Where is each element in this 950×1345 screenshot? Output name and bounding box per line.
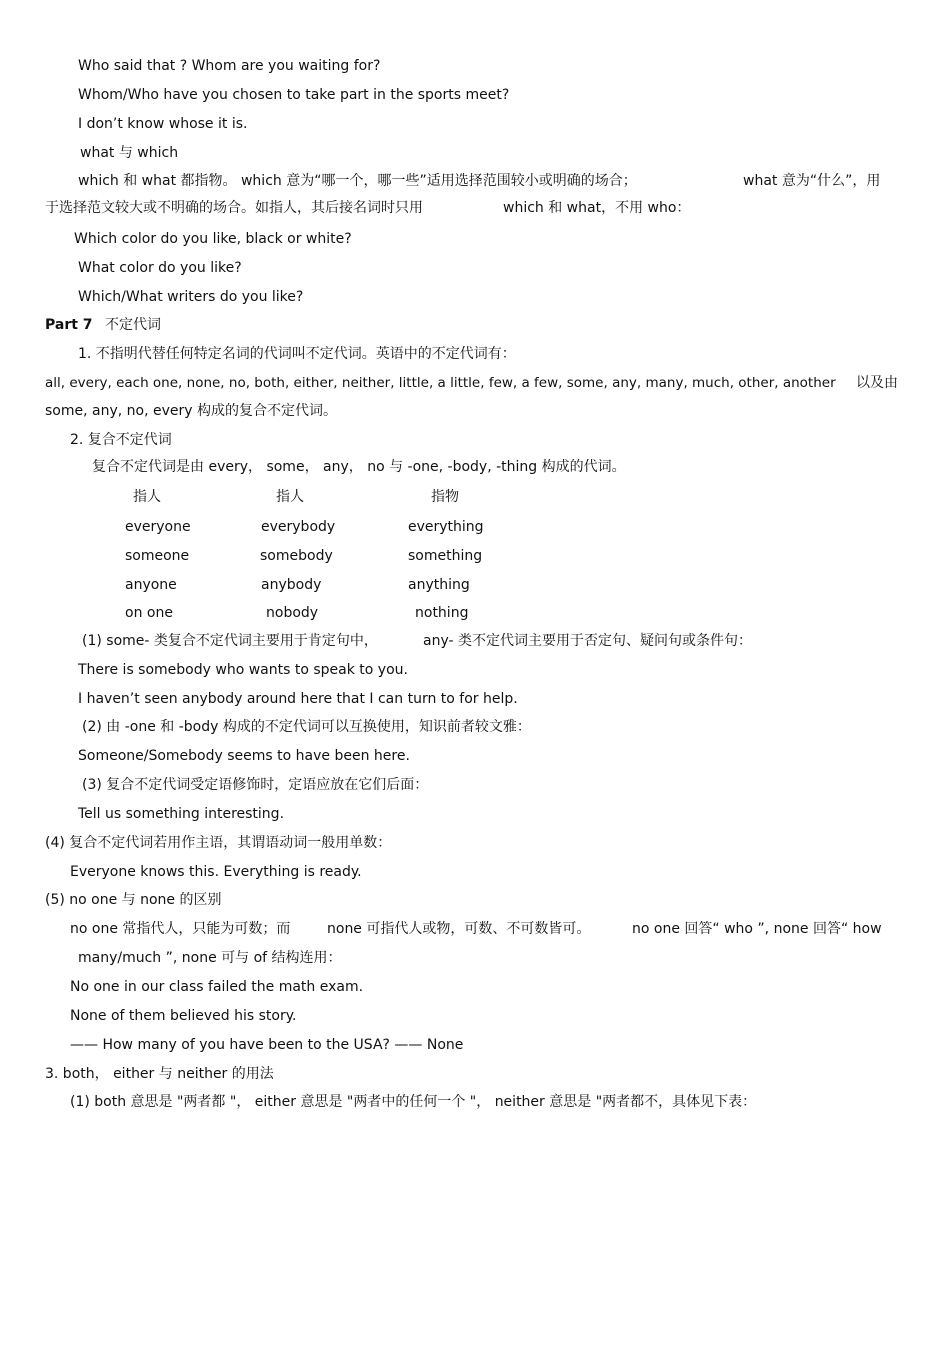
table-cell: everything — [408, 519, 484, 535]
text-line: I don’t know whose it is. — [78, 116, 248, 132]
text-line: None of them believed his story. — [70, 1008, 297, 1024]
table-cell: somebody — [260, 548, 333, 564]
table-cell: nobody — [266, 605, 319, 621]
text-line: (5) no one 与 none 的区别 — [45, 892, 222, 908]
table-cell: something — [408, 548, 483, 564]
text-line: Which color do you like, black or white? — [74, 231, 352, 247]
table-cell: on one — [125, 605, 173, 621]
text-line: (1) both 意思是 "两者都 "， either 意思是 "两者中的任何一个 "， neither 意思是 "两者都不，具体见下表： — [70, 1094, 757, 1110]
text-line: (3) 复合不定代词受定语修饰时，定语应放在它们后面： — [82, 777, 429, 793]
text-line: —— How many of you have been to the USA? —— None — [70, 1037, 464, 1053]
text-line: some, any, no, every 构成的复合不定代词。 — [45, 403, 337, 419]
text-line: all, every, each one, none, no, both, either, neither, little, a little, few, a few, some, any, many, much, other, another — [45, 375, 836, 391]
text-line: 3. both， either 与 neither 的用法 — [45, 1066, 274, 1082]
text-line: any- 类不定代词主要用于否定句、疑问句或条件句： — [423, 633, 752, 649]
text-line: Who said that ? Whom are you waiting for? — [78, 58, 381, 74]
table-cell: someone — [125, 548, 190, 564]
table-header: 指人 — [133, 489, 161, 505]
text-line: which 和 what，不用 who： — [503, 200, 691, 216]
table-cell: everybody — [261, 519, 336, 535]
text-line: what 与 which — [80, 145, 179, 161]
table-cell: anybody — [261, 577, 322, 593]
text-line: Tell us something interesting. — [78, 806, 285, 822]
text-line: none 可指代人或物，可数、不可数皆可。 — [327, 921, 591, 937]
text-line: (1) some- 类复合不定代词主要用于肯定句中， — [82, 633, 378, 649]
text-line: No one in our class failed the math exam. — [70, 979, 364, 995]
table-cell: nothing — [415, 605, 469, 621]
section-heading — [45, 316, 161, 334]
text-line: no one 常指代人，只能为可数；而 — [70, 921, 291, 937]
text-line: 2. 复合不定代词 — [70, 432, 172, 448]
text-line: 以及由 — [856, 375, 898, 391]
text-line: (4) 复合不定代词若用作主语，其谓语动词一般用单数： — [45, 835, 392, 851]
text-line: Someone/Somebody seems to have been here. — [78, 748, 410, 764]
table-cell: anything — [408, 577, 470, 593]
text-line: Which/What writers do you like? — [78, 289, 304, 305]
text-line: 于选择范文较大或不明确的场合。如指人，其后接名词时只用 — [45, 200, 423, 216]
text-line: I haven’t seen anybody around here that I can turn to for help. — [78, 691, 518, 707]
table-cell: anyone — [125, 577, 177, 593]
text-line: Everyone knows this. Everything is ready. — [70, 864, 362, 880]
part-title: 不定代词 — [105, 317, 161, 333]
text-line: (2) 由 -one 和 -body 构成的不定代词可以互换使用，知识前者较文雅： — [82, 719, 531, 735]
table-header: 指人 — [276, 489, 304, 505]
text-line: which 和 what 都指物。 which 意为“哪一个，哪一些”适用选择范围较小或明确的场合； — [78, 173, 637, 189]
text-line: 1. 不指明代替任何特定名词的代词叫不定代词。英语中的不定代词有： — [78, 346, 516, 362]
table-cell: everyone — [125, 519, 191, 535]
text-line: what 意为“什么”，用 — [743, 173, 881, 189]
text-line: What color do you like? — [78, 260, 242, 276]
text-line: There is somebody who wants to speak to you. — [78, 662, 408, 678]
text-line: 复合不定代词是由 every， some， any， no 与 -one, -body, -thing 构成的代词。 — [92, 459, 626, 475]
table-header: 指物 — [431, 489, 459, 505]
text-line: no one 回答“ who ”, none 回答“ how — [632, 921, 882, 937]
part-label: Part 7 — [45, 317, 93, 333]
text-line: Whom/Who have you chosen to take part in the sports meet? — [78, 87, 510, 103]
text-line: many/much ”, none 可与 of 结构连用： — [78, 950, 342, 966]
